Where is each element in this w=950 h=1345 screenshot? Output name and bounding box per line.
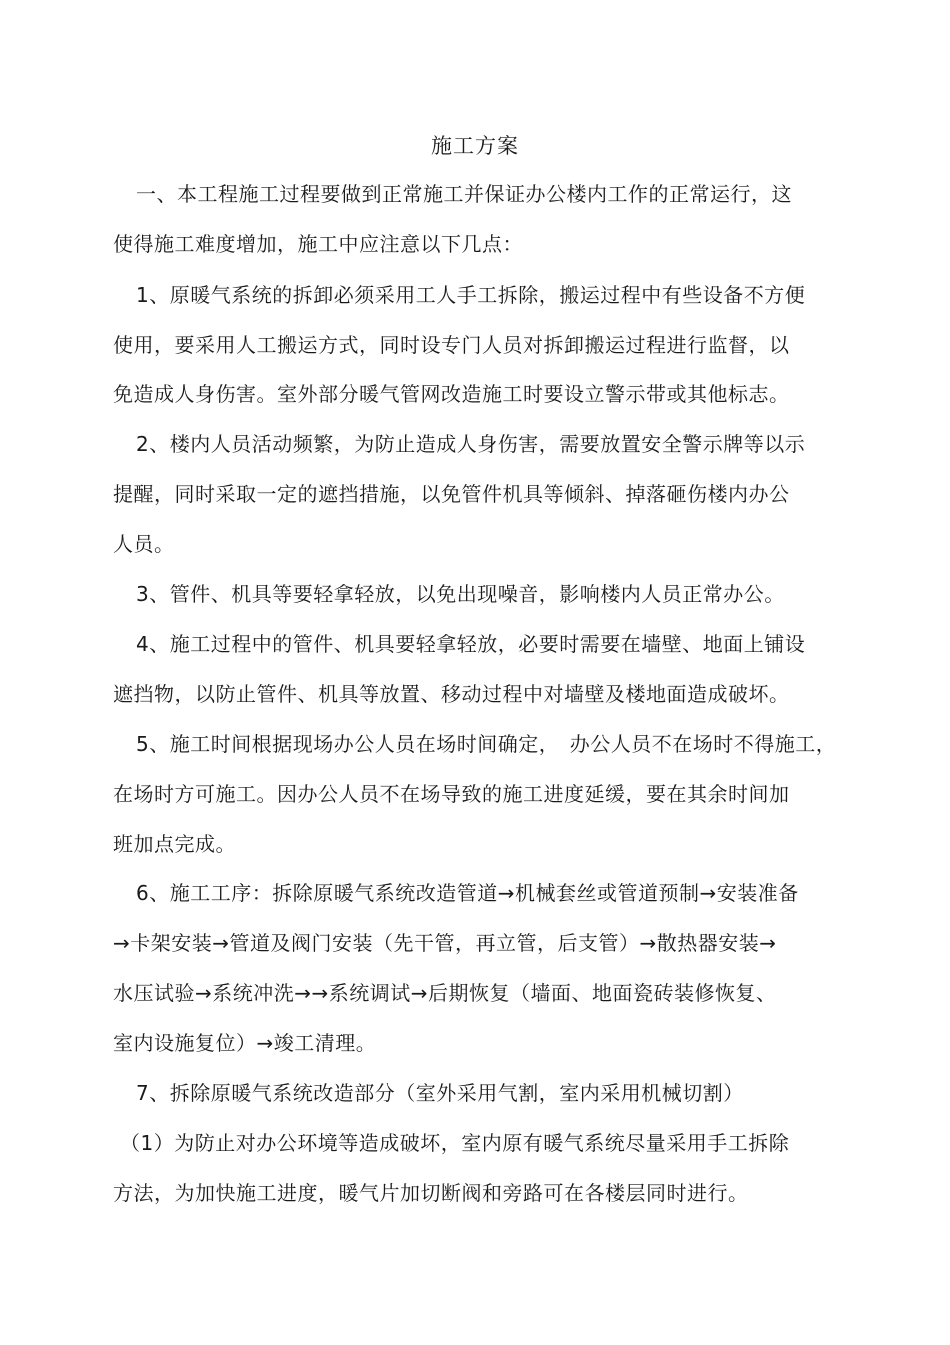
paragraph-line: 2、楼内人员活动频繁，为防止造成人身伤害，需要放置安全警示牌等以示 xyxy=(136,432,806,456)
paragraph-line: 使得施工难度增加，施工中应注意以下几点： xyxy=(113,232,523,256)
paragraph-line: 班加点完成。 xyxy=(113,832,236,856)
paragraph-line: 提醒，同时采取一定的遮挡措施，以免管件机具等倾斜、掉落砸伤楼内办公 xyxy=(113,482,790,506)
paragraph-line: （1）为防止对办公环境等造成破坏，室内原有暖气系统尽量采用手工拆除 xyxy=(120,1131,790,1155)
paragraph-line: 方法，为加快施工进度，暖气片加切断阀和旁路可在各楼层同时进行。 xyxy=(113,1181,749,1205)
paragraph-line: 3、管件、机具等要轻拿轻放，以免出现噪音，影响楼内人员正常办公。 xyxy=(136,582,785,606)
paragraph-line: 免造成人身伤害。室外部分暖气管网改造施工时要设立警示带或其他标志。 xyxy=(113,382,790,406)
paragraph-line: 一、本工程施工过程要做到正常施工并保证办公楼内工作的正常运行，这 xyxy=(136,182,792,206)
paragraph-line: 水压试验→系统冲洗→→系统调试→后期恢复（墙面、地面瓷砖装修恢复、 xyxy=(113,981,777,1005)
paragraph-line: 4、施工过程中的管件、机具要轻拿轻放，必要时需要在墙壁、地面上铺设 xyxy=(136,632,806,656)
document-title: 施工方案 xyxy=(431,134,519,158)
paragraph-line: 在场时方可施工。因办公人员不在场导致的施工进度延缓，要在其余时间加 xyxy=(113,782,790,806)
paragraph-line: 5、施工时间根据现场办公人员在场时间确定， 办公人员不在场时不得施工， xyxy=(136,732,837,756)
paragraph-line: 使用，要采用人工搬运方式，同时设专门人员对拆卸搬运过程进行监督，以 xyxy=(113,333,790,357)
paragraph-line: 1、原暖气系统的拆卸必须采用工人手工拆除，搬运过程中有些设备不方便 xyxy=(136,283,806,307)
paragraph-line: 遮挡物，以防止管件、机具等放置、移动过程中对墙壁及楼地面造成破坏。 xyxy=(113,682,790,706)
paragraph-line: →卡架安装→管道及阀门安装（先干管，再立管，后支管）→散热器安装→ xyxy=(113,931,777,955)
paragraph-line: 室内设施复位）→竣工清理。 xyxy=(113,1031,377,1055)
paragraph-line: 7、拆除原暖气系统改造部分（室外采用气割，室内采用机械切割） xyxy=(136,1081,744,1105)
paragraph-line: 人员。 xyxy=(113,532,175,556)
paragraph-line: 6、施工工序：拆除原暖气系统改造管道→机械套丝或管道预制→安装准备 xyxy=(136,881,799,905)
